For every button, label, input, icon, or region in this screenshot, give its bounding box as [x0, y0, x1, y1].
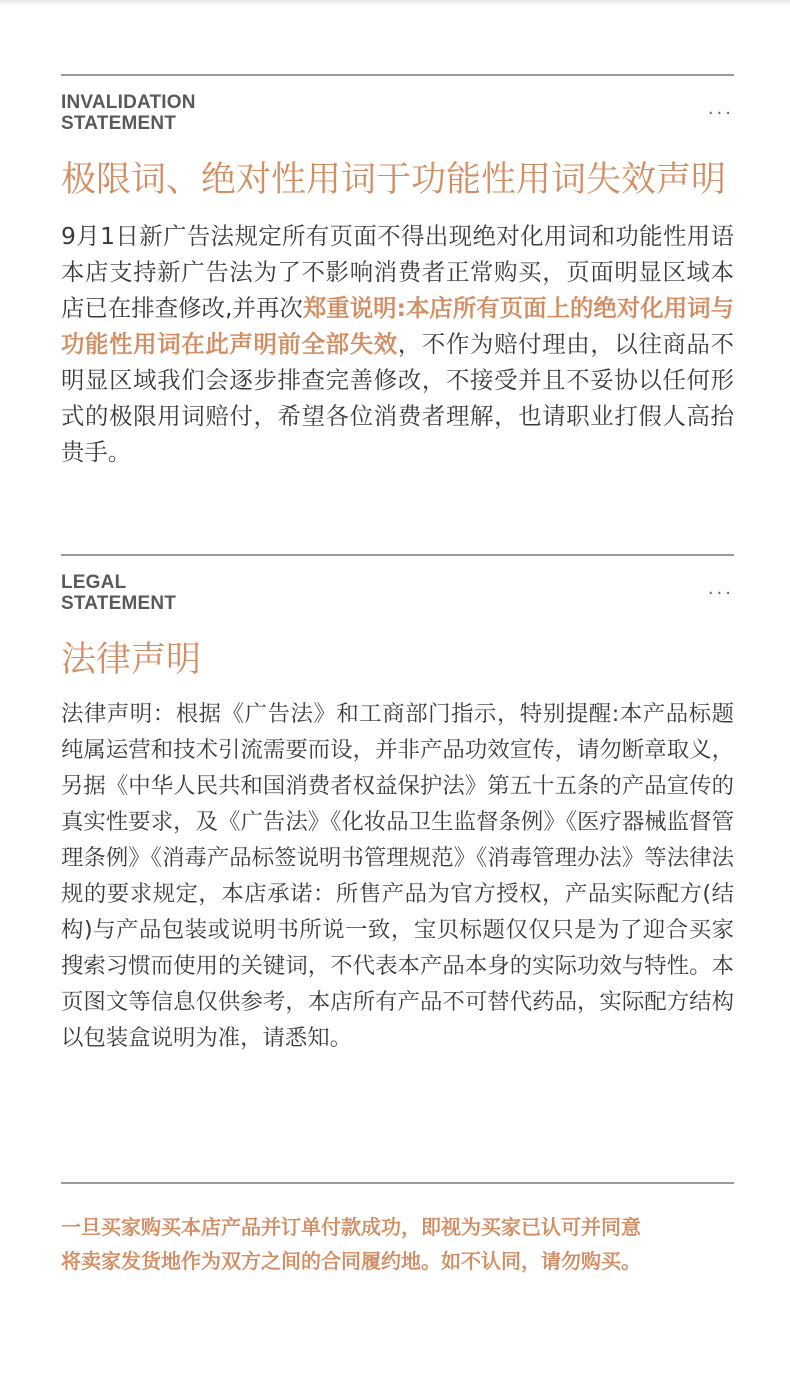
invalidation-title: 极限词、绝对性用词于功能性用词失效声明 [61, 160, 727, 200]
footer-divider [61, 1182, 734, 1184]
invalidation-body-highlight: 郑重说明:本店所有页面上的绝对化用词与功能性用词在此声明前全部失效 [61, 294, 734, 358]
legal-more-icon[interactable]: ... [707, 578, 734, 599]
purchase-notice [61, 1210, 734, 1278]
footer-divider-wrap [61, 1182, 734, 1184]
invalidation-label-line1: INVALIDATION [61, 92, 196, 113]
invalidation-body-text: 9月1日新广告法规定所有页面不得出现绝对化用词和功能性用语本店支持新广告法为了不影响消费者正常购买，页面明显区域本店已在排查修改,并再次 [61, 222, 734, 322]
invalidation-header [61, 76, 734, 134]
legal-label [61, 572, 176, 614]
purchase-notice-line2: 将卖家发货地作为双方之间的合同履约地。如不认同，请勿购买。 [61, 1249, 641, 1273]
legal-header [61, 556, 734, 614]
legal-section [61, 554, 734, 1114]
invalidation-label [61, 92, 196, 134]
invalidation-body [61, 218, 734, 470]
purchase-notice-line1: 一旦买家购买本店产品并订单付款成功，即视为买家已认可并同意 [61, 1215, 641, 1239]
top-edge-shadow [0, 0, 790, 6]
invalidation-section [61, 74, 734, 474]
invalidation-label-line2: STATEMENT [61, 113, 177, 134]
legal-body: 法律声明：根据《广告法》和工商部门指示，特别提醒:本产品标题纯属运营和技术引流需要而设，并非产品功效宣传，请勿断章取义，另据《中华人民共和国消费者权益保护法》第五十五条的产品宣传的真实性要求，及《广告法》《化妆品卫生监督条例》《医疗器械监督管理条例》《消毒产品标签说明书管理规范》《消毒管理办法》等法律法规的要求规定，本店承诺：所售产品为官方授权，产品实际配方(结构)与产品包装或说明书所说一致，宝贝标题仅仅只是为了迎合买家搜索习惯而使用的关键词，不代表本产品本身的实际功效与特性。本页图文等信息仅供参考，本店所有产品不可替代药品，实际配方结构以包装盒说明为准，请悉知。 [61, 701, 734, 1051]
legal-title: 法律声明 [61, 640, 202, 680]
invalidation-more-icon[interactable]: ... [707, 98, 734, 119]
invalidation-body-text-end: ，不作为赔付理由，以往商品不明显区域我们会逐步排查完善修改，不接受并且不妥协以任何形式的极限用词赔付，希望各位消费者理解，也请职业打假人高抬贵手。 [61, 330, 735, 466]
legal-label-line2: STATEMENT [61, 593, 177, 614]
legal-label-line1: LEGAL [61, 572, 127, 593]
